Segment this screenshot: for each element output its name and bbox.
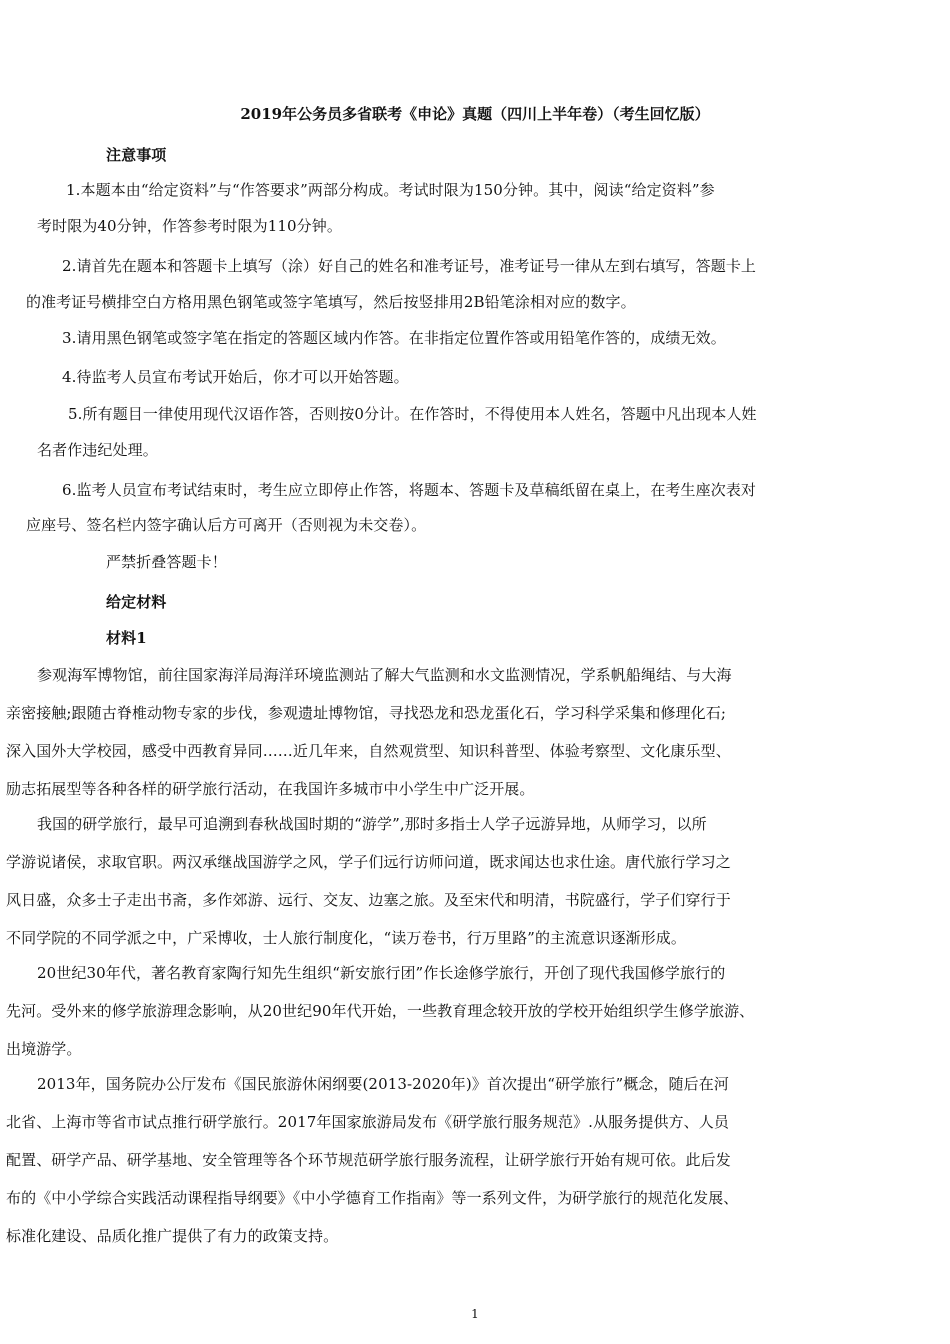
document-title: 2019年公务员多省联考《申论》真题（四川上半年卷）（考生回忆版） (240, 105, 710, 123)
paragraph-4-line-2: 北省、上海市等省市试点推行研学旅行。2017年国家旅游局发布《研学旅行服务规范》.从服务提供方、人员 (6, 1113, 729, 1131)
paragraph-4-line-5: 标准化建设、品质化推广提供了有力的政策支持。 (6, 1227, 339, 1245)
paragraph-3-line-3: 出境游学。 (6, 1040, 82, 1058)
notice-item-2-line-2: 的准考证号横排空白方格用黑色钢笔或签字笔填写，然后按竖排用2B铅笔涂相对应的数字。 (26, 293, 636, 311)
paragraph-1-line-3: 深入国外大学校园，感受中西教育异同……近几年来，自然观赏型、知识科普型、体验考察型、文化康乐型、 (6, 742, 731, 760)
paragraph-1-line-1: 参观海军博物馆，前往国家海洋局海洋环境监测站了解大气监测和水文监测情况，学系帆船绳结、与大海 (37, 666, 732, 684)
paragraph-2-line-3: 风日盛，众多士子走出书斋，多作郊游、远行、交友、边塞之旅。及至宋代和明清，书院盛行，学子们穿行于 (6, 891, 731, 909)
paragraph-1-line-2: 亲密接触;跟随古脊椎动物专家的步伐，参观遗址博物馆，寻找恐龙和恐龙蛋化石，学习科学采集和修理化石; (6, 704, 727, 722)
paragraph-4-line-3: 配置、研学产品、研学基地、安全管理等各个环节规范研学旅行服务流程，让研学旅行开始有规可依。此后发 (6, 1151, 731, 1169)
warning-text: 严禁折叠答题卡！ (106, 553, 227, 571)
page-number: 1 (471, 1307, 479, 1321)
notice-item-5-line-2: 名者作违纪处理。 (37, 441, 158, 459)
notice-item-4-line-1: 4.待监考人员宣布考试开始后，你才可以开始答题。 (62, 368, 409, 386)
paragraph-2-line-1: 我国的研学旅行，最早可追溯到春秋战国时期的“游学”,那时多指士人学子远游异地，从师学习，以所 (37, 815, 707, 833)
material-1-heading: 材料1 (106, 629, 147, 647)
paragraph-3-line-1: 20世纪30年代，著名教育家陶行知先生组织“新安旅行团”作长途修学旅行，开创了现代我国修学旅行的 (37, 964, 726, 982)
notice-item-5-line-1: 5.所有题目一律使用现代汉语作答，否则按0分计。在作答时，不得使用本人姓名，答题中凡出现本人姓 (68, 405, 757, 423)
paragraph-4-line-1: 2013年，国务院办公厅发布《国民旅游休闲纲要(2013-2020年)》首次提出“研学旅行”概念，随后在河 (37, 1075, 729, 1093)
notice-item-6-line-2: 应座号、签名栏内签字确认后方可离开（否则视为未交卷）。 (26, 516, 427, 534)
notice-item-1-line-2: 考时限为40分钟，作答参考时限为110分钟。 (37, 217, 342, 235)
paragraph-2-line-2: 学游说诸侯，求取官职。两汉承继战国游学之风，学子们远行访师问道，既求闻达也求仕途。唐代旅行学习之 (6, 853, 731, 871)
notice-item-6-line-1: 6.监考人员宣布考试结束时，考生应立即停止作答，将题本、答题卡及草稿纸留在桌上，在考生座次表对 (62, 481, 757, 499)
paragraph-3-line-2: 先河。受外来的修学旅游理念影响，从20世纪90年代开始，一些教育理念较开放的学校开始组织学生修学旅游、 (6, 1002, 755, 1020)
notice-item-1-line-1: 1.本题本由“给定资料”与“作答要求”两部分构成。考试时限为150分钟。其中，阅读“给定资料”参 (66, 181, 715, 199)
materials-heading: 给定材料 (106, 593, 167, 611)
notice-heading: 注意事项 (106, 146, 167, 164)
paragraph-1-line-4: 励志拓展型等各种各样的研学旅行活动，在我国许多城市中小学生中广泛开展。 (6, 780, 535, 798)
notice-item-2-line-1: 2.请首先在题本和答题卡上填写（涂）好自己的姓名和准考证号，准考证号一律从左到右填写，答题卡上 (62, 257, 757, 275)
paragraph-2-line-4: 不同学院的不同学派之中，广采博收，士人旅行制度化，“读万卷书，行万里路”的主流意识逐渐形成。 (6, 929, 686, 947)
notice-item-3-line-1: 3.请用黑色钢笔或签字笔在指定的答题区域内作答。在非指定位置作答或用铅笔作答的，成绩无效。 (62, 329, 726, 347)
paragraph-4-line-4: 布的《中小学综合实践活动课程指导纲要》《中小学德育工作指南》等一系列文件，为研学旅行的规范化发展、 (6, 1189, 739, 1207)
